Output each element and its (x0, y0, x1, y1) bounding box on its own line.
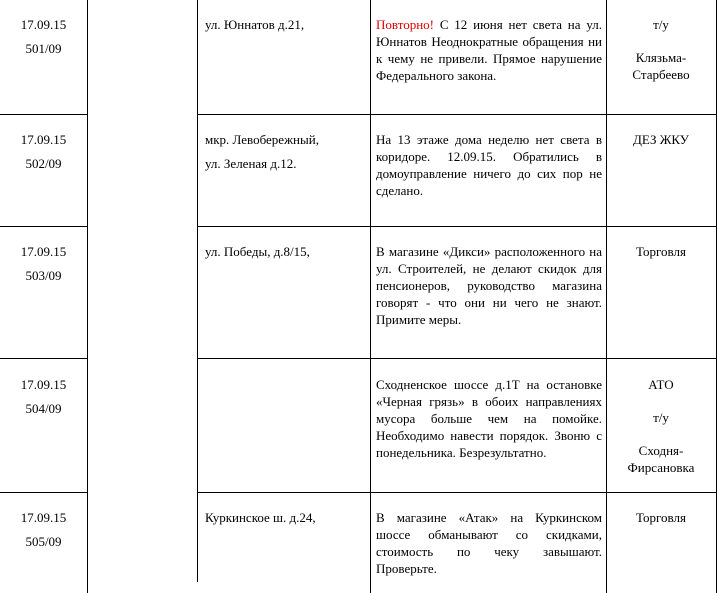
complaint-text: С 12 июня нет света на ул. Юннатов Неоднократные обращения ни к чему не привели. Прямое нарушение Федерального закона. (376, 17, 602, 83)
row-5-org (608, 509, 714, 526)
row-2-address (205, 131, 370, 172)
address-line: ул. Юннатов д.21, (205, 17, 305, 32)
row-1-id (0, 16, 87, 57)
row-1-address (205, 16, 370, 33)
row-date: 17.09.15 (20, 17, 67, 32)
row-1-text (376, 16, 602, 84)
org-line: Торговля (636, 510, 686, 525)
row-3-org (608, 243, 714, 260)
row-number: 504/09 (25, 401, 62, 416)
repeat-highlight: Повторно! (376, 17, 434, 32)
row-number: 505/09 (25, 534, 62, 549)
row-divider (0, 226, 87, 227)
row-3-text (376, 243, 602, 328)
org-line: т/у (653, 410, 669, 425)
row-4-org (608, 376, 714, 476)
row-divider (0, 114, 87, 115)
row-number: 501/09 (25, 41, 62, 56)
row-date: 17.09.15 (20, 244, 67, 259)
row-2-id (0, 131, 87, 172)
row-4-id (0, 376, 87, 417)
column-divider (606, 0, 607, 593)
address-line: Куркинское ш. д.24, (205, 510, 316, 525)
row-divider (197, 114, 717, 115)
row-divider (197, 358, 717, 359)
row-1-org (608, 16, 714, 83)
row-divider (197, 226, 717, 227)
column-divider (87, 0, 88, 593)
complaint-text: На 13 этаже дома неделю нет света в коридоре. 12.09.15. Обратились в домоуправление ничего до сих пор не сделано. (376, 132, 602, 198)
complaint-text: Сходненское шоссе д.1Т на остановке «Черная грязь» в обоих направлениях мусора больше чем на помойке. Необходимо навести порядок. Звоню с понедельника. Безрезультатно. (376, 377, 602, 460)
row-divider (197, 492, 717, 493)
org-line: ДЕЗ ЖКУ (633, 132, 689, 147)
row-number: 502/09 (25, 156, 62, 171)
row-5-address (205, 509, 370, 526)
org-line: Сходня-Фирсановка (627, 443, 695, 475)
row-date: 17.09.15 (20, 377, 67, 392)
org-line: АТО (648, 377, 674, 392)
address-line: мкр. Левобережный, (205, 132, 319, 147)
row-4-text (376, 376, 602, 461)
column-divider (370, 0, 371, 593)
row-2-text (376, 131, 602, 199)
org-line: Клязьма-Старбеево (632, 50, 690, 82)
row-5-id (0, 509, 87, 550)
address-line: ул. Победы, д.8/15, (205, 244, 310, 259)
row-3-id (0, 243, 87, 284)
org-line: Торговля (636, 244, 686, 259)
row-2-org (608, 131, 714, 148)
address-line: ул. Зеленая д.12. (205, 156, 297, 171)
row-3-address (205, 243, 370, 260)
row-date: 17.09.15 (20, 510, 67, 525)
row-date: 17.09.15 (20, 132, 67, 147)
row-divider (0, 358, 87, 359)
row-divider (0, 492, 87, 493)
org-line: т/у (653, 17, 669, 32)
complaint-text: В магазине «Атак» на Куркинском шоссе обманывают со скидками, стоимость по чеку завышают. Проверьте. (376, 510, 602, 576)
column-divider (197, 0, 198, 582)
row-number: 503/09 (25, 268, 62, 283)
row-5-text (376, 509, 602, 577)
complaint-text: В магазине «Дикси» расположенного на ул. Строителей, не делают скидок для пенсионеров, руководство магазина говорят - что они ни чего не знают. Примите меры. (376, 244, 602, 327)
